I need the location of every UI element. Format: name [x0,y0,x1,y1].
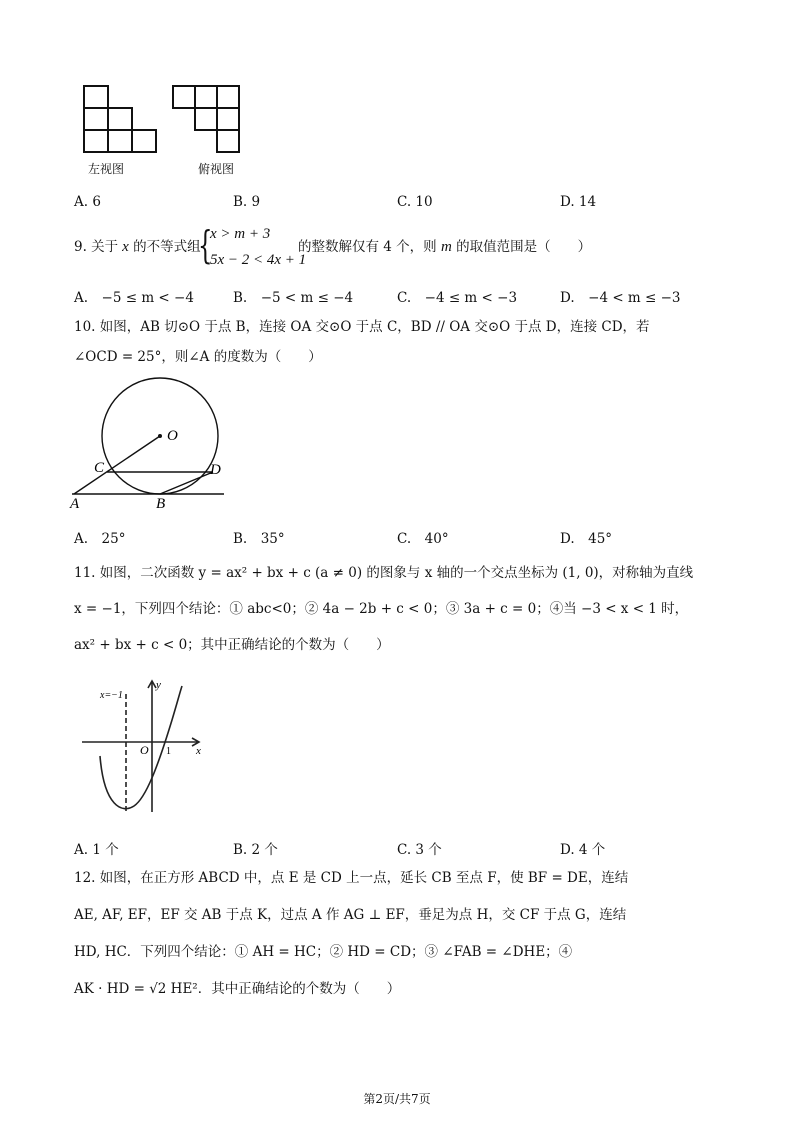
q9-option-a[interactable]: A. −5 ≤ m < −4 [74,290,194,306]
q12-line-4: AK · HD = √2 HE²．其中正确结论的个数为（ ） [74,981,401,997]
q12-line-2: AE, AF, EF，EF 交 AB 于点 K，过点 A 作 AG ⊥ EF，垂足为点 H，交 CF 于点 G，连结 [74,907,627,923]
left-view-label: 左视图 [88,162,125,176]
q8-option-c[interactable]: C. 10 [397,194,433,210]
q10-option-d[interactable]: D. 45° [560,531,613,547]
q9-option-c[interactable]: C. −4 ≤ m < −3 [397,290,518,306]
segment-oa [74,436,160,494]
q9-option-d[interactable]: D. −4 < m ≤ −3 [560,290,681,306]
q9-inequality-1: x > m + 3 [210,226,271,242]
q11-option-a[interactable]: A. 1 个 [74,842,119,858]
label-d: D [210,462,221,478]
q9-option-b[interactable]: B. −5 < m ≤ −4 [233,290,354,306]
symmetry-label: x=−1 [100,690,123,701]
q8-option-b[interactable]: B. 9 [233,194,261,210]
point-o [158,434,162,438]
q9-suffix-b: 的取值范围是（ ） [451,239,592,255]
label-a: A [70,496,80,511]
page-footer: 第2页/共7页 [363,1092,431,1106]
one-label: 1 [166,746,171,757]
q11-line-2: x = −1，下列四个结论：① abc<0；② 4a − 2b + c < 0；③ 3a + c = 0；④当 −3 < x < 1 时， [74,601,689,617]
label-c: C [94,460,105,476]
q10-line-1: 10. 如图，AB 切⊙O 于点 B，连接 OA 交⊙O 于点 C，BD // OA 交⊙O 于点 D，连接 CD，若 [74,319,650,335]
q10-option-a[interactable]: A. 25° [74,531,126,547]
q11-line-3: ax² + bx + c < 0；其中正确结论的个数为（ ） [74,637,390,653]
q11-option-d[interactable]: D. 4 个 [560,842,606,858]
q11-option-b[interactable]: B. 2 个 [233,842,278,858]
q9-var-x: x [122,239,129,255]
y-axis-label: y [156,679,161,691]
q10-line-2: ∠OCD = 25°，则∠A 的度数为（ ） [74,349,322,365]
q9-stem [74,238,201,256]
q11-parabola-figure [78,676,208,816]
segment-bd [160,472,213,494]
q9-suffix-a: 的整数解仅有 4 个，则 [298,239,441,255]
q8-option-d[interactable]: D. 14 [560,194,597,210]
q10-option-b[interactable]: B. 35° [233,531,285,547]
q9-stem-tail [298,238,591,256]
q11-line-1: 11. 如图，二次函数 y = ax² + bx + c (a ≠ 0) 的图象与 x 轴的一个交点坐标为 (1, 0)，对称轴为直线 [74,565,694,581]
label-b: B [156,496,166,511]
left-view-figure [80,82,160,158]
x-axis-label: x [196,745,201,757]
origin-label: O [140,743,149,757]
q9-mid: 的不等式组 [128,239,201,255]
q9-brace: { [198,223,213,267]
q10-circle-figure [64,375,244,511]
q12-line-3: HD, HC．下列四个结论：① AH = HC；② HD = CD；③ ∠FAB = ∠DHE；④ [74,944,573,960]
top-view-label: 俯视图 [198,162,235,176]
q12-line-1: 12. 如图，在正方形 ABCD 中，点 E 是 CD 上一点，延长 CB 至点 F，使 BF = DE，连结 [74,870,629,886]
q11-option-c[interactable]: C. 3 个 [397,842,442,858]
q9-var-m: m [440,239,452,255]
label-o: O [167,428,178,444]
q10-option-c[interactable]: C. 40° [397,531,449,547]
top-view-figure [170,82,246,158]
q9-prefix: 9. 关于 [74,239,119,255]
q8-option-a[interactable]: A. 6 [74,194,101,210]
q9-inequality-2: 5x − 2 < 4x + 1 [210,252,307,268]
